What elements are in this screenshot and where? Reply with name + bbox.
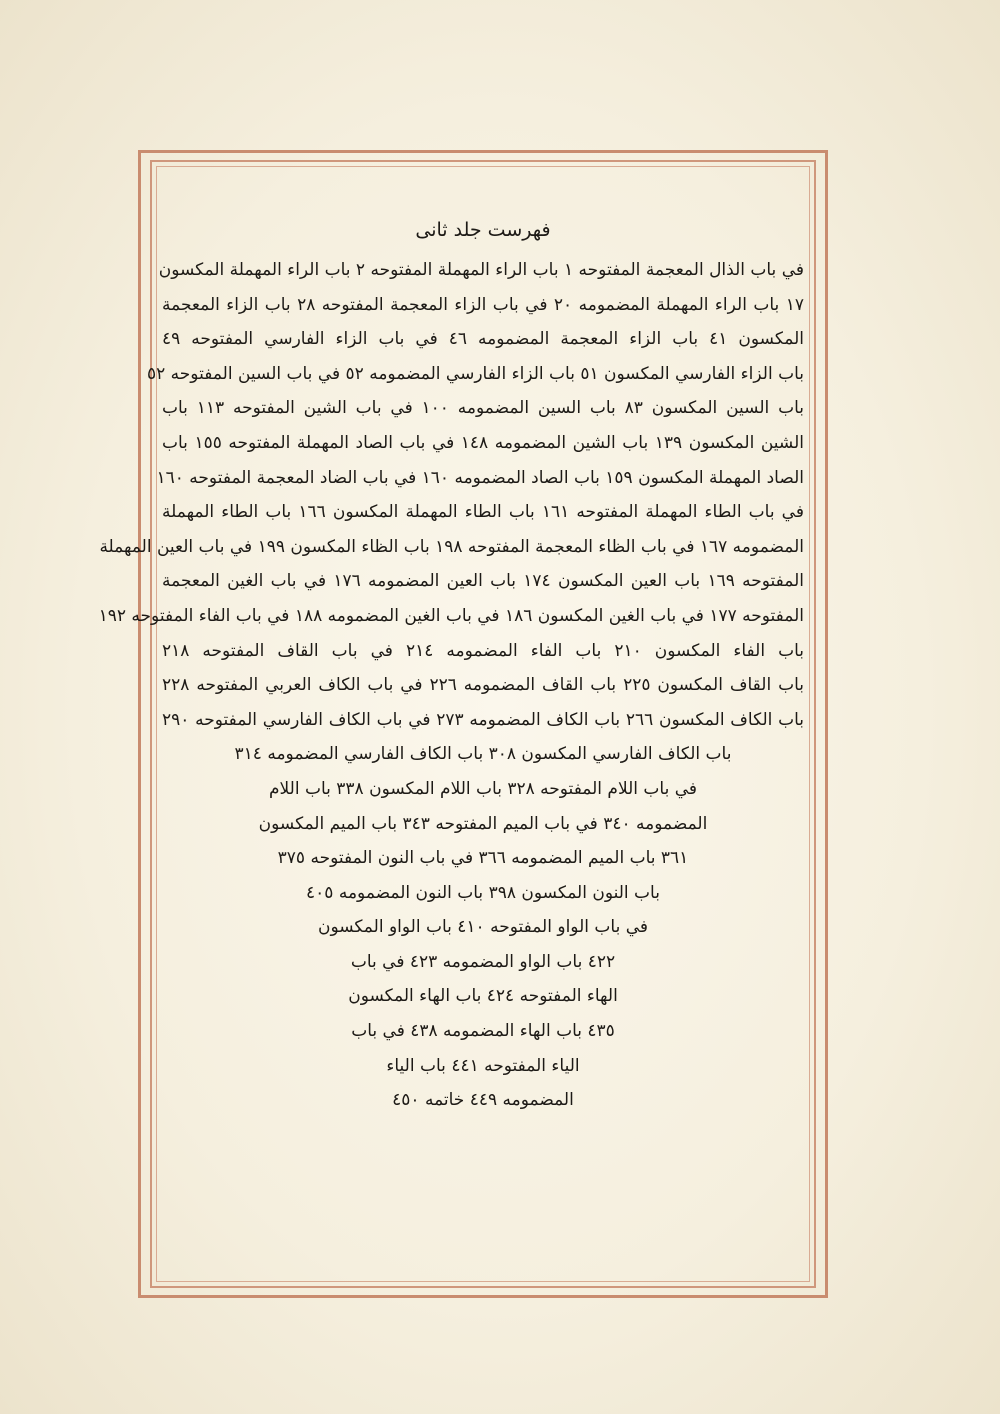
- toc-line: المضمومه ١٦٧ في باب الظاء المعجمة المفتوحه ١٩٨ باب الظاء المكسون ١٩٩ في باب العين المهملة: [99, 536, 804, 557]
- table-of-contents: [98, 215, 805, 1155]
- page-title: فهرست جلد ثانی: [415, 219, 551, 241]
- toc-line: المضمومه ٤٤٩ خاتمه ٤٥٠: [392, 1090, 574, 1111]
- toc-line: في باب اللام المفتوحه ٣٢٨ باب اللام المكسون ٣٣٨ باب اللام: [268, 778, 698, 799]
- toc-line: باب النون المكسون ٣٩٨ باب النون المضمومه ٤٠٥: [306, 882, 660, 903]
- toc-line: باب الكاف المكسون ٢٦٦ باب الكاف المضمومه ٢٧٣ في باب الكاف الفارسي المفتوحه ٢٩٠: [162, 709, 804, 730]
- toc-line: في باب الذال المعجمة المفتوحه ١ باب الراء المهملة المفتوحه ٢ باب الراء المهملة المكسون: [158, 260, 804, 280]
- toc-line: باب الزاء الفارسي المكسون ٥١ باب الزاء الفارسي المضمومه ٥٢ في باب السين المفتوحه ٥٢: [147, 363, 804, 384]
- toc-line: ٤٢٢ باب الواو المضمومه ٤٢٣ في باب: [350, 951, 616, 972]
- toc-line: الشين المكسون ١٣٩ باب الشين المضمومه ١٤٨ في باب الصاد المهملة المفتوحه ١٥٥ باب: [162, 432, 804, 453]
- toc-line: المكسون ٤١ باب الزاء المعجمة المضمومه ٤٦ في باب الزاء الفارسي المفتوحه ٤٩: [162, 329, 804, 350]
- toc-line: الهاء المفتوحه ٤٢٤ باب الهاء المكسون: [348, 986, 618, 1007]
- toc-line: ٣٦١ باب الميم المضمومه ٣٦٦ في باب النون المفتوحه ٣٧٥: [277, 848, 689, 869]
- toc-line: المفتوحه ١٦٩ باب العين المكسون ١٧٤ باب العين المضمومه ١٧٦ في باب الغين المعجمة: [162, 571, 805, 592]
- toc-line: باب الفاء المكسون ٢١٠ باب الفاء المضمومه ٢١٤ في باب القاف المفتوحه ٢١٨: [162, 640, 804, 661]
- toc-line: الياء المفتوحه ٤٤١ باب الياء: [386, 1055, 580, 1076]
- toc-line: المفتوحه ١٧٧ في باب الغين المكسون ١٨٦ في باب الغين المضمومه ١٨٨ في باب الفاء المفتوحه ١٩٢: [98, 605, 804, 626]
- toc-line: باب الكاف الفارسي المكسون ٣٠٨ باب الكاف الفارسي المضمومه ٣١٤: [234, 744, 732, 765]
- toc-line: ٤٣٥ باب الهاء المضمومه ٤٣٨ في باب: [351, 1021, 615, 1042]
- toc-line: باب القاف المكسون ٢٢٥ باب القاف المضمومه ٢٢٦ في باب الكاف العربي المفتوحه ٢٢٨: [162, 675, 805, 696]
- toc-line: ١٧ باب الراء المهملة المضمومه ٢٠ في باب الزاء المعجمة المفتوحه ٢٨ باب الزاء المعجمة: [162, 294, 804, 315]
- toc-line: في باب الطاء المهملة المفتوحه ١٦١ باب الطاء المهملة المكسون ١٦٦ باب الطاء المهملة: [162, 502, 804, 523]
- toc-line: باب السين المكسون ٨٣ باب السين المضمومه ١٠٠ في باب الشين المفتوحه ١١٣ باب: [162, 398, 804, 419]
- toc-line: الصاد المهملة المكسون ١٥٩ باب الصاد المضمومه ١٦٠ في باب الضاد المعجمة المفتوحه ١٦٠: [156, 467, 804, 488]
- toc-line: في باب الواو المفتوحه ٤١٠ باب الواو المكسون: [317, 917, 648, 938]
- toc-line: المضمومه ٣٤٠ في باب الميم المفتوحه ٣٤٣ باب الميم المكسون: [258, 813, 708, 834]
